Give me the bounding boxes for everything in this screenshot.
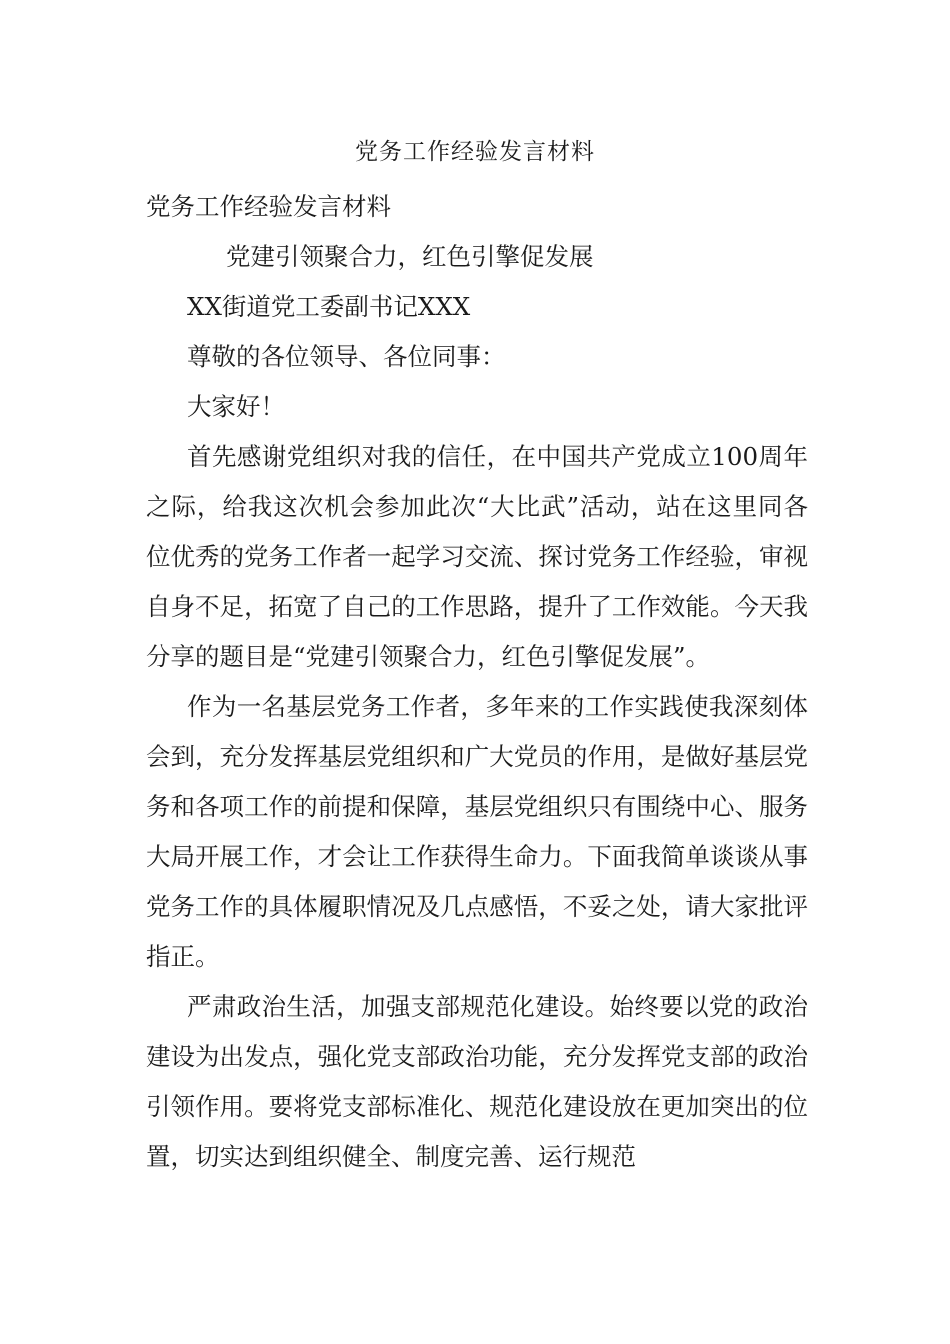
salutation: 尊敬的各位领导、各位同事： xyxy=(187,342,506,371)
body-paragraph-1: 首先感谢党组织对我的信任，在中国共产党成立100周年之际，给我这次机会参加此次“大比武”活动，站在这里同各位优秀的党务工作者一起学习交流、探讨党务工作经验，审视自身不足，拓宽了自己的工作思路，提升了工作效能。今天我分享的题目是“党建引领聚合力，红色引擎促发展”。 xyxy=(146,442,808,671)
greeting: 大家好！ xyxy=(187,392,285,421)
body-paragraph-2: 作为一名基层党务工作者，多年来的工作实践使我深刻体会到，充分发挥基层党组织和广大党员的作用，是做好基层党务和各项工作的前提和保障，基层党组织只有围绕中心、服务大局开展工作，才会让工作获得生命力。下面我简单谈谈从事党务工作的具体履职情况及几点感悟，不妥之处，请大家批评指正。 xyxy=(146,692,808,971)
document-heading: 党务工作经验发言材料 xyxy=(146,192,391,221)
body-paragraph-3: 严肃政治生活，加强支部规范化建设。始终要以党的政治建设为出发点，强化党支部政治功能，充分发挥党支部的政治引领作用。要将党支部标准化、规范化建设放在更加突出的位置，切实达到组织健全、制度完善、运行规范 xyxy=(146,992,808,1171)
document-body xyxy=(146,182,808,1182)
author-line: XX街道党工委副书记XXX xyxy=(187,292,471,321)
document-subtitle: 党建引领聚合力，红色引擎促发展 xyxy=(226,242,594,271)
document-title: 党务工作经验发言材料 xyxy=(355,139,595,165)
